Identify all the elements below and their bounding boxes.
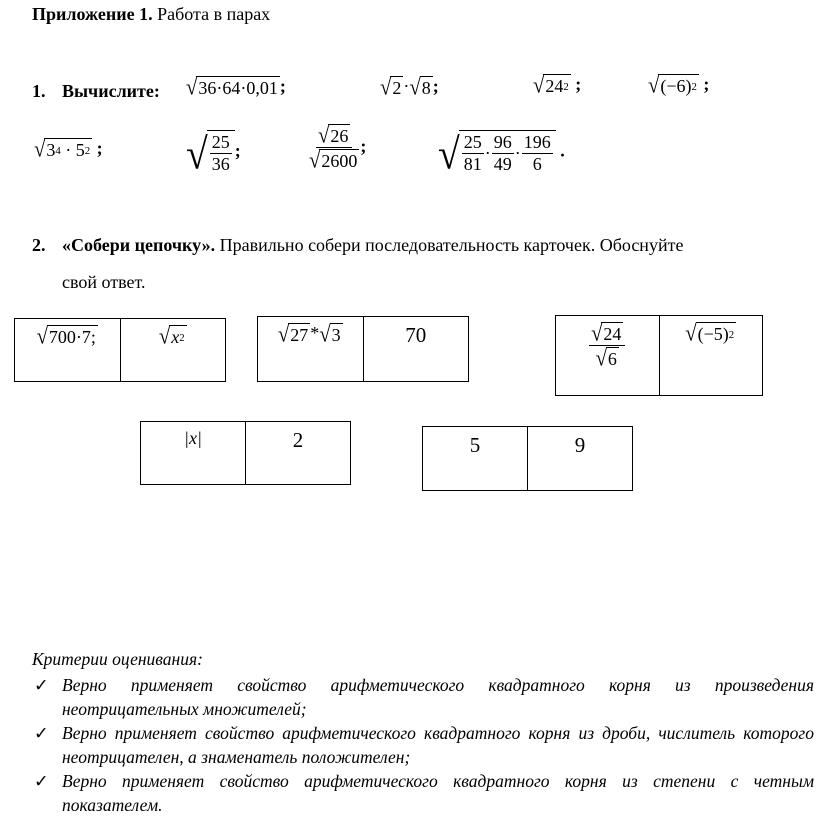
math-text xyxy=(659,316,763,395)
math-text: ; xyxy=(703,74,710,94)
expr-8 xyxy=(438,130,565,179)
criteria-title: Критерии оценивания: xyxy=(32,649,203,669)
math-text: 27 xyxy=(290,325,309,345)
exponent: 2 xyxy=(691,80,697,93)
math-text xyxy=(556,316,659,395)
checkmark-icon: ✓ xyxy=(34,675,49,695)
sqrt-sign: √ xyxy=(380,76,392,101)
math-text xyxy=(543,74,570,97)
card-3[interactable] xyxy=(555,315,763,396)
math-text xyxy=(696,322,737,345)
math-text: 25 xyxy=(211,132,230,152)
square-root xyxy=(309,149,359,172)
math-text: (−5) xyxy=(697,324,729,344)
math-text: ; xyxy=(432,76,439,96)
math-text: ; xyxy=(279,76,286,96)
criterion-3 xyxy=(34,769,814,817)
card-5[interactable] xyxy=(422,426,633,491)
expr-1 xyxy=(186,76,286,99)
expr-7 xyxy=(308,124,366,172)
square-root xyxy=(37,325,98,348)
math-text: 36 xyxy=(211,154,230,174)
square-root xyxy=(648,74,699,97)
math-text: ; xyxy=(575,74,582,94)
square-root xyxy=(319,323,342,346)
sqrt-sign: √ xyxy=(318,124,330,149)
sqrt-sign: √ xyxy=(591,322,603,347)
card-2[interactable] xyxy=(257,316,469,382)
math-text xyxy=(589,322,625,346)
math-text: Работа в парах xyxy=(152,4,271,24)
math-text: ; xyxy=(96,138,103,158)
math-text: Верно применяет свойство арифметического квадратного корня из произведения неотрицательных множителей; xyxy=(62,675,814,719)
math-text: Верно применяет свойство арифметического квадратного корня из дроби, числитель которого неотрицателен, а знаменатель положителен; xyxy=(62,723,814,767)
criterion-2 xyxy=(34,721,814,769)
math-text: · xyxy=(514,143,521,163)
exponent: 2 xyxy=(84,144,91,157)
sqrt-sign: √ xyxy=(158,325,171,350)
math-text: · xyxy=(65,140,72,161)
fraction xyxy=(210,132,232,175)
math-text: 6 xyxy=(532,154,542,174)
math-text xyxy=(169,325,186,348)
math-text xyxy=(658,74,699,97)
checkmark-icon: ✓ xyxy=(34,723,49,743)
math-text: Правильно собери последовательность карточек. Обоснуйте xyxy=(215,235,684,255)
math-text xyxy=(141,422,245,484)
square-root xyxy=(685,322,736,345)
exponent: 4 xyxy=(55,144,61,157)
square-root xyxy=(278,323,310,346)
math-text: 5 xyxy=(469,433,481,457)
sqrt-sign: √ xyxy=(438,130,460,179)
math-text: x xyxy=(171,327,180,347)
math-text: 196 xyxy=(523,132,551,152)
math-text: Верно применяет свойство арифметического квадратного корня из степени с четным показателем. xyxy=(62,771,814,815)
math-text: 6 xyxy=(607,348,617,369)
math-text: свой ответ. xyxy=(62,272,146,292)
fraction xyxy=(492,132,514,175)
square-root xyxy=(318,124,350,147)
math-text xyxy=(309,148,359,174)
expr-3 xyxy=(533,74,581,97)
math-text: «Собери цепочку». xyxy=(62,235,216,255)
card-4[interactable] xyxy=(140,421,351,485)
math-text xyxy=(62,81,160,102)
math-text: 2. xyxy=(32,235,46,255)
math-text: 2 xyxy=(392,78,402,99)
square-root xyxy=(380,76,403,99)
math-text: 24 xyxy=(603,324,622,345)
math-text xyxy=(32,235,46,256)
math-text: . xyxy=(560,140,565,161)
fraction xyxy=(462,132,484,175)
sqrt-sign: √ xyxy=(186,76,198,101)
math-text: Приложение 1. xyxy=(32,4,153,24)
math-text: · xyxy=(484,143,491,163)
sqrt-sign: √ xyxy=(36,325,48,350)
math-text: ; xyxy=(360,136,367,156)
math-text: · xyxy=(403,76,410,96)
square-root xyxy=(438,130,556,179)
square-root xyxy=(596,347,619,370)
math-text: 2600 xyxy=(321,150,358,171)
math-text: 26 xyxy=(330,126,349,147)
square-root xyxy=(591,322,623,345)
square-root xyxy=(186,76,280,99)
math-text xyxy=(120,319,226,381)
math-text: Вычислите: xyxy=(62,81,160,101)
math-text: 8 xyxy=(421,78,431,99)
expr-5 xyxy=(34,138,103,161)
square-root xyxy=(533,74,571,97)
math-text: (−6) xyxy=(660,76,692,97)
sqrt-sign: √ xyxy=(309,149,321,174)
math-text xyxy=(316,124,352,148)
math-text: 9 xyxy=(527,427,632,490)
math-text: 700·7; xyxy=(48,327,96,347)
sqrt-sign: √ xyxy=(186,130,208,179)
math-text: 2 xyxy=(245,422,350,484)
sqrt-sign: √ xyxy=(319,323,331,348)
math-text xyxy=(44,138,92,161)
math-text xyxy=(258,317,363,381)
math-text xyxy=(15,319,120,381)
exponent: 2 xyxy=(728,328,735,341)
criterion-1 xyxy=(34,673,814,721)
expr-2 xyxy=(380,76,439,99)
math-text: 3 xyxy=(46,140,56,161)
fraction xyxy=(309,124,359,172)
expr-6 xyxy=(186,130,241,179)
math-text: 1. xyxy=(32,81,46,101)
math-text xyxy=(595,346,619,372)
math-text xyxy=(62,235,683,256)
sqrt-sign: √ xyxy=(595,347,607,372)
math-text: 25 xyxy=(463,132,482,152)
sqrt-sign: √ xyxy=(533,74,545,99)
card-1[interactable] xyxy=(14,318,226,382)
math-text xyxy=(32,81,46,102)
square-root xyxy=(186,130,235,179)
sqrt-sign: √ xyxy=(648,74,660,99)
math-text: 24 xyxy=(545,76,564,97)
math-text xyxy=(459,130,556,175)
square-root xyxy=(409,76,432,99)
fraction xyxy=(522,132,553,175)
square-root xyxy=(34,138,92,161)
square-root xyxy=(159,325,187,348)
checkmark-icon: ✓ xyxy=(34,771,49,791)
fraction xyxy=(589,322,625,370)
exponent: 2 xyxy=(563,80,569,93)
sqrt-sign: √ xyxy=(277,323,290,348)
math-text: * xyxy=(310,323,320,343)
math-text: |x| xyxy=(184,428,202,448)
math-text: 36·64·0,01 xyxy=(198,78,278,99)
math-text xyxy=(207,130,235,175)
sqrt-sign: √ xyxy=(34,138,46,163)
math-text: 3 xyxy=(331,325,341,345)
math-text: ; xyxy=(234,140,241,161)
math-text: 96 xyxy=(493,132,512,152)
sqrt-sign: √ xyxy=(685,322,697,347)
math-text: 81 xyxy=(463,154,482,174)
sqrt-sign: √ xyxy=(409,76,421,101)
page-title xyxy=(32,4,270,25)
expr-4 xyxy=(648,74,709,97)
exponent: 2 xyxy=(179,331,185,344)
math-text: 70 xyxy=(363,317,469,381)
math-text: 5 xyxy=(75,140,85,161)
math-text: 49 xyxy=(493,154,512,174)
